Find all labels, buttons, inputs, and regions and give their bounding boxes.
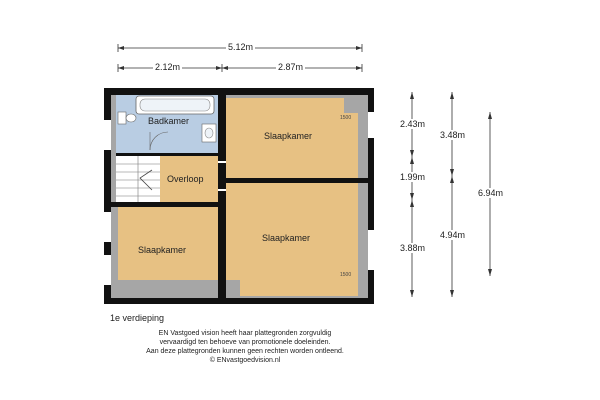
room-label-slaapkamer-top: Slaapkamer xyxy=(264,131,313,141)
disclaimer xyxy=(95,329,395,365)
dim-side-a: 2.43m xyxy=(400,119,426,129)
height-tag-top: 1500 xyxy=(340,115,352,121)
dim-left-width: 2.12m xyxy=(155,62,181,72)
dim-side-f: 6.94m xyxy=(478,188,504,198)
dim-right-width: 2.87m xyxy=(278,62,304,72)
floor-name: 1e verdieping xyxy=(110,313,165,323)
disclaimer-line: EN Vastgoed vision heeft haar plattegronden zorgvuldig xyxy=(158,330,332,337)
room-label-slaapkamer-left: Slaapkamer xyxy=(138,245,187,255)
dim-side-d: 3.48m xyxy=(440,130,466,140)
room-label-slaapkamer-right: Slaapkamer xyxy=(262,233,311,243)
height-tag-bottom: 1500 xyxy=(340,272,352,278)
disclaimer-line: © ENvastgoedvision.nl xyxy=(209,357,281,364)
disclaimer-line: vervaardigd ten behoeve van promotionele doeleinden. xyxy=(159,339,331,346)
room-label-badkamer: Badkamer xyxy=(148,116,190,126)
dim-side-c: 3.88m xyxy=(400,243,426,253)
dim-side-e: 4.94m xyxy=(440,230,466,240)
dim-side-b: 1.99m xyxy=(400,172,426,182)
disclaimer-line: Aan deze plattegronden kunnen geen rechten worden ontleend. xyxy=(146,348,344,355)
dim-total-width: 5.12m xyxy=(228,42,254,52)
room-label-overloop: Overloop xyxy=(167,174,204,184)
